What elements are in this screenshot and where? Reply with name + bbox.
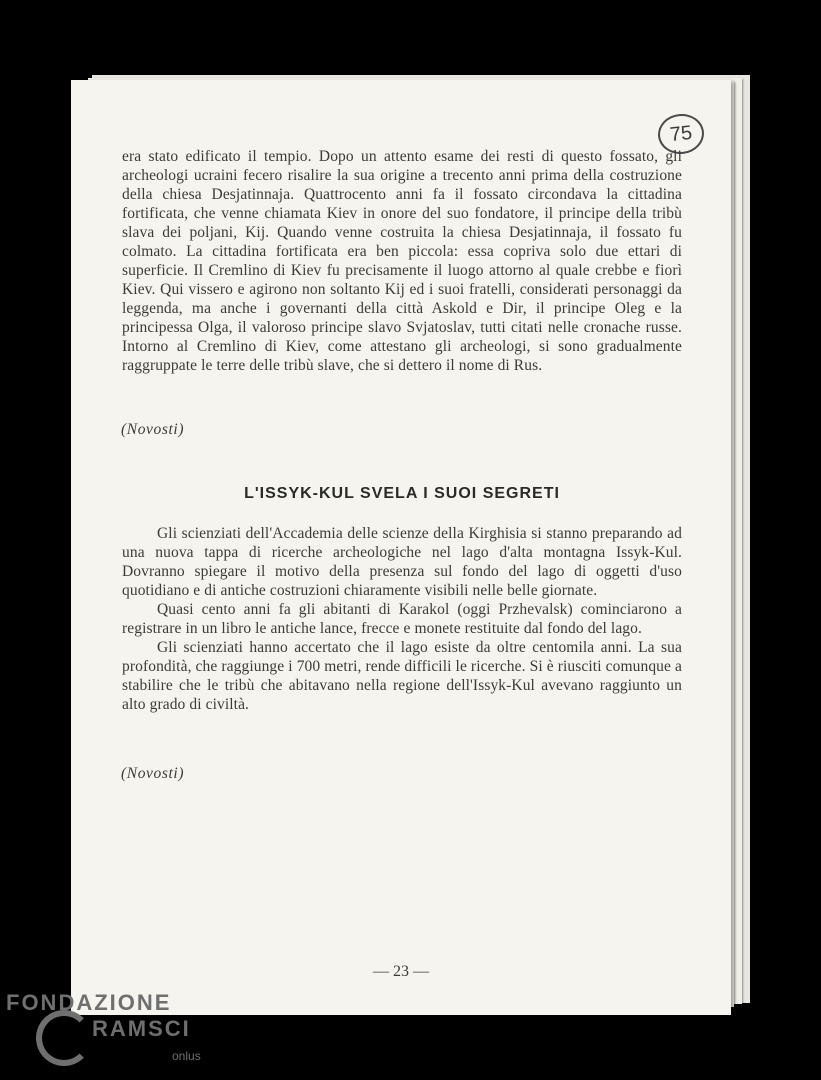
archive-number-stamp: 75 (656, 112, 706, 157)
fondazione-gramsci-watermark (6, 990, 206, 1075)
page-number: — 23 — (373, 963, 429, 980)
watermark-line: FONDAZIONE (6, 990, 172, 1015)
watermark-line: onlus (172, 1049, 201, 1063)
article-source: (Novosti) (121, 765, 185, 782)
article-source: (Novosti) (121, 421, 185, 438)
paragraph-text: era stato edificato il tempio. Dopo un attento esame dei resti di questo fossato, gli archeologi ucraini fecero risalire la sua origine a trecento anni prima della costruzione della chiesa Desjatinnaja. Quattrocento anni fa il fossato circondava la cittadina fortificata, che venne chiamata Kiev in onore del suo fondatore, il principe della tribù slava dei poljani, Kij. Quando venne costruita la chiesa Desjatinnaja, il fossato fu colmato. La cittadina fortificata era ben piccola: essa copriva solo due ettari di superficie. Il Cremlino di Kiev fu precisamente il luogo attorno al quale crebbe e fiorì Kiev. Qui vissero e agirono non soltanto Kij ed i suoi fratelli, considerati personaggi da leggenda, ma anche i governanti della città Askold e Dir, il principe Oleg e la principessa Olga, il valoroso principe slavo Svjatoslav, tutti citati nelle cronache russe. Intorno al Cremlino di Kiev, come attestano gli archeologi, si sono gradualmente raggruppate le terre delle tribù slave, che si dettero il nome di Rus. (122, 148, 682, 374)
paragraph-text: Gli scienziati dell'Accademia delle scienze della Kirghisia si stanno preparando ad una nuova tappa di ricerche archeologiche nel lago d'alta montagna Issyk-Kul. Dovranno spiegare il motivo della presenza sul fondo del lago di oggetti d'uso quotidiano e di antiche costruzioni chiaramente visibili nelle belle giornate. (122, 525, 682, 599)
paragraph-text: Gli scienziati hanno accertato che il lago esiste da oltre centomila anni. La sua profondità, che raggiunge i 700 metri, rende difficili le ricerche. Si è riusciti comunque a stabilire che le tribù che abitavano nella regione dell'Issyk-Kul avevano raggiunto un alto grado di civiltà. (122, 639, 682, 713)
kiev-article-paragraph (122, 147, 682, 375)
watermark-line: RAMSCI (92, 1016, 191, 1041)
issyk-article-body (122, 524, 682, 714)
watermark-g-logo-icon (36, 1010, 92, 1066)
paragraph-text: Quasi cento anni fa gli abitanti di Karakol (oggi Przhevalsk) cominciarono a registrare in un libro le antiche lance, frecce e monete restituite dal fondo del lago. (122, 601, 682, 637)
article-heading: L'ISSYK-KUL SVELA I SUOI SEGRETI (244, 485, 560, 502)
